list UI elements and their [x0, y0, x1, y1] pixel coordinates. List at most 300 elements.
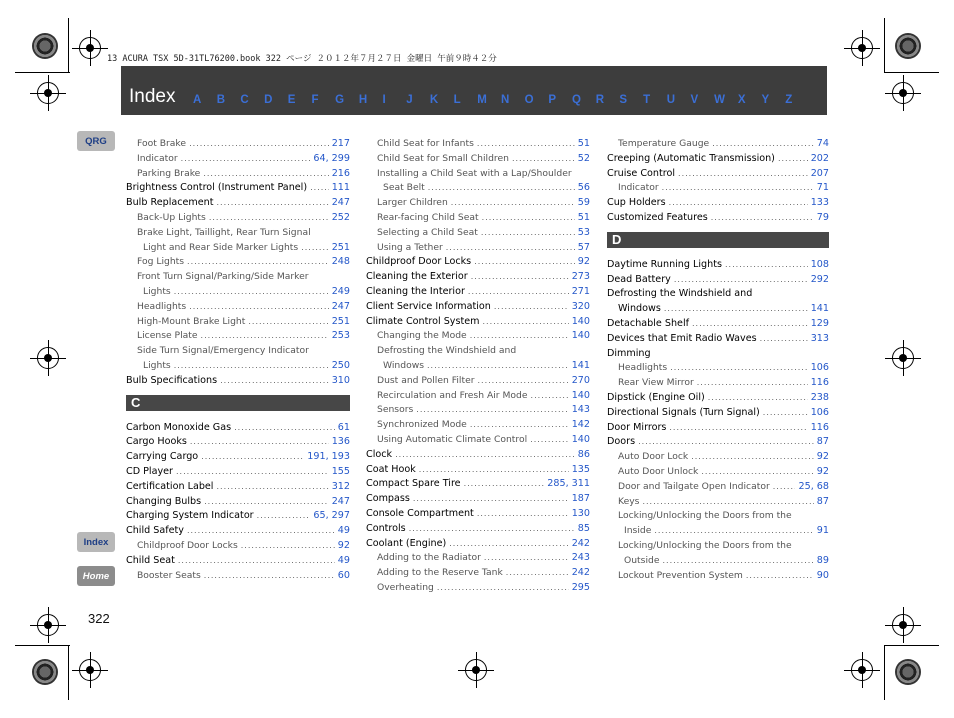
page-link[interactable]: 108 — [810, 258, 829, 270]
entry-term: Headlights — [618, 362, 668, 374]
page-link[interactable]: 106 — [810, 362, 829, 374]
letter-link-j[interactable]: J — [406, 94, 413, 106]
entry-term: Climate Control System — [366, 315, 480, 327]
entry-term: Side Turn Signal/Emergency Indicator — [137, 345, 309, 357]
dot-leader — [189, 137, 329, 152]
dot-leader — [428, 181, 575, 196]
page-link[interactable]: 129 — [810, 317, 829, 329]
index-entry — [366, 329, 590, 344]
index-entry — [607, 569, 829, 584]
registration-mark — [892, 614, 914, 636]
entry-term: Defrosting the Windshield and — [607, 288, 753, 300]
letter-link-b[interactable]: B — [216, 94, 225, 106]
entry-term: Brightness Control (Instrument Panel) — [126, 182, 308, 194]
index-entry — [366, 477, 590, 492]
page-link[interactable]: 71 — [816, 182, 829, 194]
index-entry — [366, 418, 590, 433]
dot-leader — [204, 569, 335, 584]
entry-term: Charging System Indicator — [126, 510, 254, 522]
registration-mark — [37, 614, 59, 636]
page-link[interactable]: 89 — [816, 554, 829, 566]
page-link[interactable]: 242 — [571, 537, 590, 549]
letter-link-t[interactable]: T — [643, 94, 651, 106]
dot-leader — [662, 181, 814, 196]
letter-link-d[interactable]: D — [264, 94, 273, 106]
index-entry — [366, 389, 590, 404]
page-link[interactable]: 53 — [577, 226, 590, 238]
index-entry — [366, 315, 590, 330]
color-target-disc — [895, 33, 921, 59]
index-entry — [366, 137, 590, 152]
registration-mark — [79, 659, 101, 681]
index-entry — [607, 196, 829, 211]
index-entry — [126, 495, 350, 510]
page-link[interactable]: 143 — [571, 404, 590, 416]
index-entry — [607, 406, 829, 421]
index-entry — [126, 539, 350, 554]
page-link[interactable]: 135 — [571, 463, 590, 475]
entry-term: Keys — [618, 495, 640, 507]
dot-leader — [530, 433, 569, 448]
page-link[interactable]: 207 — [810, 167, 829, 179]
letter-link-r[interactable]: R — [595, 94, 604, 106]
index-entry — [126, 137, 350, 152]
page-link[interactable]: 65, 297 — [313, 510, 350, 522]
entry-term: Sensors — [377, 404, 414, 416]
page-link[interactable]: 249 — [331, 285, 350, 297]
index-entry — [607, 524, 829, 539]
index-entry — [126, 329, 350, 344]
page-link[interactable]: 313 — [810, 332, 829, 344]
index-entry — [366, 448, 590, 463]
page-link[interactable]: 251 — [331, 241, 350, 253]
entry-term: Using Automatic Climate Control — [377, 433, 528, 445]
index-entry — [126, 435, 350, 450]
letter-link-c[interactable]: C — [240, 94, 249, 106]
page-link[interactable]: 141 — [571, 359, 590, 371]
entry-term: License Plate — [137, 330, 198, 342]
index-entry — [366, 581, 590, 596]
entry-term: Synchronized Mode — [377, 419, 467, 431]
page-link[interactable]: 140 — [571, 433, 590, 445]
dot-leader — [477, 137, 575, 152]
page-link[interactable]: 191, 193 — [307, 451, 350, 463]
index-entry — [366, 522, 590, 537]
page-link[interactable]: 243 — [571, 552, 590, 564]
dot-leader — [451, 196, 575, 211]
page-link[interactable]: 285, 311 — [547, 478, 590, 490]
entry-term: Seat Belt — [383, 182, 425, 194]
dot-leader — [416, 403, 568, 418]
index-entry — [126, 315, 350, 330]
dot-leader — [409, 522, 575, 537]
page-link[interactable]: 142 — [571, 419, 590, 431]
entry-term: Indicator — [137, 152, 178, 164]
page-link[interactable]: 87 — [816, 436, 829, 448]
letter-link-l[interactable]: L — [453, 94, 461, 106]
index-entry — [366, 181, 590, 196]
dot-leader — [481, 226, 575, 241]
registration-mark — [37, 82, 59, 104]
entry-term: Larger Children — [377, 197, 448, 209]
registration-mark — [465, 659, 487, 681]
entry-term: Installing a Child Seat with a Lap/Shoulder — [377, 167, 572, 179]
entry-term: Inside — [624, 525, 652, 537]
index-entry — [607, 347, 829, 362]
page-link[interactable]: 90 — [816, 569, 829, 581]
page-link[interactable]: 25, 68 — [798, 480, 829, 492]
dot-leader — [189, 300, 329, 315]
index-entry — [366, 152, 590, 167]
letter-link-p[interactable]: P — [548, 94, 556, 106]
page-link[interactable]: 116 — [810, 377, 829, 389]
index-entry — [607, 317, 829, 332]
index-entry — [126, 270, 350, 285]
page-link[interactable]: 133 — [810, 197, 829, 209]
index-entry — [366, 374, 590, 389]
dot-leader — [778, 152, 808, 167]
dot-leader — [204, 495, 329, 510]
dot-leader — [482, 315, 568, 330]
entry-term: Adding to the Radiator — [377, 552, 481, 564]
index-entry — [366, 300, 590, 315]
index-entry — [126, 374, 350, 389]
index-entry — [607, 495, 829, 510]
index-entry — [366, 167, 590, 182]
entry-term: Front Turn Signal/Parking/Side Marker — [137, 271, 309, 283]
index-entry — [607, 273, 829, 288]
entry-term: Coat Hook — [366, 463, 416, 475]
page-link[interactable]: 86 — [577, 448, 590, 460]
page-link[interactable]: 141 — [810, 303, 829, 315]
page-link[interactable]: 136 — [331, 436, 350, 448]
dot-leader — [201, 329, 329, 344]
entry-term: Auto Door Unlock — [618, 465, 699, 477]
page-link[interactable]: 242 — [571, 567, 590, 579]
page-link[interactable]: 273 — [571, 271, 590, 283]
page-title: Index — [129, 86, 176, 107]
letter-link-e[interactable]: E — [287, 94, 296, 106]
dot-leader — [301, 241, 329, 256]
page-link[interactable]: 57 — [577, 241, 590, 253]
dot-leader — [746, 569, 814, 584]
index-entry — [126, 152, 350, 167]
index-entry — [126, 344, 350, 359]
index-entry — [607, 137, 829, 152]
index-entry — [366, 255, 590, 270]
page-link[interactable]: 217 — [331, 138, 350, 149]
dot-leader — [449, 537, 568, 552]
letter-link-v[interactable]: V — [690, 94, 699, 106]
page-link[interactable]: 270 — [571, 374, 590, 386]
entry-term: Certification Label — [126, 480, 214, 492]
dot-leader — [427, 359, 569, 374]
page-link[interactable]: 202 — [810, 152, 829, 164]
page-link[interactable]: 49 — [337, 554, 350, 566]
registration-mark — [37, 347, 59, 369]
entry-term: Console Compartment — [366, 507, 474, 519]
entry-term: Client Service Information — [366, 300, 491, 312]
dot-leader — [220, 374, 329, 389]
letter-link-m[interactable]: M — [477, 94, 487, 106]
page-link[interactable]: 91 — [816, 525, 829, 537]
index-entry — [366, 566, 590, 581]
dot-leader — [725, 258, 808, 273]
home-tab[interactable]: Home — [77, 566, 115, 586]
page-link[interactable]: 59 — [577, 197, 590, 209]
entry-term: Detachable Shelf — [607, 317, 689, 329]
letter-link-i[interactable]: I — [382, 94, 386, 106]
registration-mark — [892, 82, 914, 104]
page-link[interactable]: 79 — [816, 211, 829, 223]
page-link[interactable]: 251 — [331, 315, 350, 327]
index-entry — [366, 433, 590, 448]
index-column-2 — [366, 137, 590, 596]
page-link[interactable]: 140 — [571, 315, 590, 327]
page-link[interactable]: 247 — [331, 300, 350, 312]
page-link[interactable]: 310 — [331, 374, 350, 386]
print-meta-line: 13 ACURA TSX 5D-31TL76200.book 322 ページ ２０１２年７月２７日 金曜日 午前９時４２分 — [107, 54, 497, 64]
dot-leader — [257, 509, 311, 524]
page-link[interactable]: 140 — [571, 330, 590, 342]
letter-link-w[interactable]: W — [714, 94, 725, 106]
dot-leader — [531, 389, 569, 404]
dot-leader — [670, 361, 808, 376]
page-link[interactable]: 106 — [810, 406, 829, 418]
entry-term: Dust and Pollen Filter — [377, 374, 475, 386]
entry-term: Bulb Replacement — [126, 197, 214, 209]
dot-leader — [763, 406, 808, 421]
index-entry — [366, 551, 590, 566]
entry-term: Cleaning the Exterior — [366, 271, 468, 283]
letter-link-a[interactable]: A — [193, 94, 202, 106]
page-link[interactable]: 140 — [571, 389, 590, 401]
entry-term: Childproof Door Locks — [366, 256, 472, 268]
crop-mark — [884, 72, 939, 73]
entry-term: Directional Signals (Turn Signal) — [607, 406, 760, 418]
dot-leader — [470, 418, 569, 433]
entry-term: Door and Tailgate Open Indicator — [618, 480, 770, 492]
page-link[interactable]: 247 — [331, 495, 350, 507]
dot-leader — [187, 255, 329, 270]
index-entry — [126, 359, 350, 374]
dot-leader — [216, 480, 328, 495]
page-link[interactable]: 292 — [810, 273, 829, 285]
entry-term: Child Safety — [126, 525, 184, 537]
index-entry — [607, 258, 829, 273]
dot-leader — [662, 554, 813, 569]
entry-term: Devices that Emit Radio Waves — [607, 332, 757, 344]
index-entry — [126, 196, 350, 211]
index-entry — [126, 167, 350, 182]
page-link[interactable]: 111 — [331, 182, 350, 194]
page-link[interactable]: 295 — [571, 581, 590, 593]
page-link[interactable]: 320 — [571, 300, 590, 312]
entry-term: Brake Light, Taillight, Rear Turn Signal — [137, 226, 311, 238]
registration-mark — [892, 347, 914, 369]
crop-mark — [15, 645, 70, 646]
entry-term: Fog Lights — [137, 256, 185, 268]
page-link[interactable]: 252 — [331, 211, 350, 223]
dot-leader — [395, 448, 575, 463]
page-link[interactable]: 52 — [577, 152, 590, 164]
letter-link-o[interactable]: O — [524, 94, 534, 106]
entry-term: Cleaning the Interior — [366, 285, 465, 297]
page-link[interactable]: 92 — [816, 451, 829, 463]
entry-term: Door Mirrors — [607, 421, 667, 433]
index-entry — [366, 344, 590, 359]
dot-leader — [310, 181, 329, 196]
index-entry — [607, 465, 829, 480]
dot-leader — [506, 566, 569, 581]
page-link[interactable]: 312 — [331, 480, 350, 492]
page-link[interactable]: 51 — [577, 138, 590, 149]
dot-leader — [701, 465, 813, 480]
dot-leader — [773, 480, 796, 495]
index-entry — [366, 463, 590, 478]
index-entry — [366, 241, 590, 256]
entry-term: Defrosting the Windshield and — [377, 345, 517, 357]
page-number: 322 — [88, 611, 110, 626]
page-link[interactable]: 61 — [337, 421, 350, 433]
entry-term: Selecting a Child Seat — [377, 226, 478, 238]
page-link[interactable]: 92 — [577, 256, 590, 268]
index-entry — [366, 403, 590, 418]
page-link[interactable]: 64, 299 — [313, 152, 350, 164]
index-entry — [126, 211, 350, 226]
page-link[interactable]: 155 — [331, 465, 350, 477]
index-entry — [126, 480, 350, 495]
dot-leader — [692, 317, 808, 332]
dot-leader — [512, 152, 575, 167]
dot-leader — [638, 435, 814, 450]
dot-leader — [181, 152, 311, 167]
letter-link-n[interactable]: N — [500, 94, 510, 106]
letter-link-s[interactable]: S — [619, 94, 628, 106]
letter-link-q[interactable]: Q — [572, 94, 581, 106]
index-entry — [126, 450, 350, 465]
letter-link-z[interactable]: Z — [785, 94, 793, 106]
index-tab[interactable]: Index — [77, 532, 115, 552]
letter-link-x[interactable]: X — [737, 94, 746, 106]
dot-leader — [234, 421, 335, 436]
index-entry — [607, 554, 829, 569]
entry-term: Dipstick (Engine Oil) — [607, 391, 705, 403]
page-link[interactable]: 271 — [571, 285, 590, 297]
index-entry — [607, 480, 829, 495]
dot-leader — [712, 137, 814, 152]
page-link[interactable]: 187 — [571, 493, 590, 505]
entry-term: Locking/Unlocking the Doors from the — [618, 539, 792, 551]
crop-mark — [884, 645, 885, 700]
index-entry — [126, 465, 350, 480]
page-link[interactable]: 92 — [337, 539, 350, 551]
page-link[interactable]: 238 — [810, 391, 829, 403]
entry-term: Windows — [383, 359, 425, 371]
letter-link-g[interactable]: G — [335, 94, 345, 106]
entry-term: Lockout Prevention System — [618, 569, 743, 581]
letter-link-y[interactable]: Y — [761, 94, 770, 106]
entry-term: Bulb Specifications — [126, 374, 218, 386]
color-target-disc — [32, 33, 58, 59]
crop-mark — [68, 18, 69, 73]
page-link[interactable]: 60 — [337, 569, 350, 581]
page-link[interactable]: 87 — [816, 495, 829, 507]
entry-term: Light and Rear Side Marker Lights — [143, 241, 299, 253]
dot-leader — [478, 374, 569, 389]
dot-leader — [470, 329, 569, 344]
dot-leader — [484, 551, 569, 566]
entry-term: Adding to the Reserve Tank — [377, 567, 503, 579]
index-banner — [121, 66, 827, 115]
entry-term: Coolant (Engine) — [366, 537, 447, 549]
dot-leader — [664, 302, 808, 317]
index-entry — [607, 361, 829, 376]
dot-leader — [654, 524, 813, 539]
page-link[interactable]: 49 — [337, 525, 350, 537]
index-entry — [126, 569, 350, 584]
index-entry — [366, 492, 590, 507]
letter-link-k[interactable]: K — [429, 94, 439, 106]
qrg-tab[interactable]: QRG — [77, 131, 115, 151]
page-link[interactable]: 74 — [816, 138, 829, 149]
page-link[interactable]: 247 — [331, 197, 350, 209]
registration-mark — [851, 659, 873, 681]
entry-term: Controls — [366, 522, 406, 534]
page-link[interactable]: 216 — [331, 167, 350, 179]
index-entry — [607, 376, 829, 391]
entry-term: Lights — [143, 285, 171, 297]
index-entry — [126, 300, 350, 315]
page-link[interactable]: 253 — [331, 330, 350, 342]
page-link[interactable]: 56 — [577, 182, 590, 194]
page-link[interactable]: 92 — [816, 465, 829, 477]
index-entry — [607, 167, 829, 182]
entry-term: Parking Brake — [137, 167, 201, 179]
page-link[interactable]: 130 — [571, 507, 590, 519]
dot-leader — [464, 477, 545, 492]
entry-term: Booster Seats — [137, 569, 201, 581]
letter-link-u[interactable]: U — [666, 94, 676, 106]
dot-leader — [760, 332, 808, 347]
entry-term: Cup Holders — [607, 197, 666, 209]
page-link[interactable]: 51 — [577, 211, 590, 223]
letter-link-f[interactable]: F — [311, 94, 319, 106]
entry-term: Windows — [618, 303, 661, 315]
entry-term: Childproof Door Locks — [137, 539, 238, 551]
alphabet-nav — [193, 94, 809, 106]
entry-term: Rear View Mirror — [618, 377, 694, 389]
section-header: D — [607, 232, 829, 248]
dot-leader — [248, 315, 328, 330]
index-entry — [607, 332, 829, 347]
page-link[interactable]: 250 — [331, 359, 350, 371]
entry-term: Carbon Monoxide Gas — [126, 421, 232, 433]
dot-leader — [190, 435, 329, 450]
page-link[interactable]: 85 — [577, 522, 590, 534]
dot-leader — [477, 507, 569, 522]
page-link[interactable]: 248 — [331, 256, 350, 268]
crop-mark — [884, 645, 939, 646]
letter-link-h[interactable]: H — [358, 94, 368, 106]
dot-leader — [474, 255, 575, 270]
page-link[interactable]: 116 — [810, 421, 829, 433]
index-entry — [126, 226, 350, 241]
index-entry — [366, 537, 590, 552]
dot-leader — [217, 196, 329, 211]
dot-leader — [691, 450, 814, 465]
section-header: C — [126, 395, 350, 411]
